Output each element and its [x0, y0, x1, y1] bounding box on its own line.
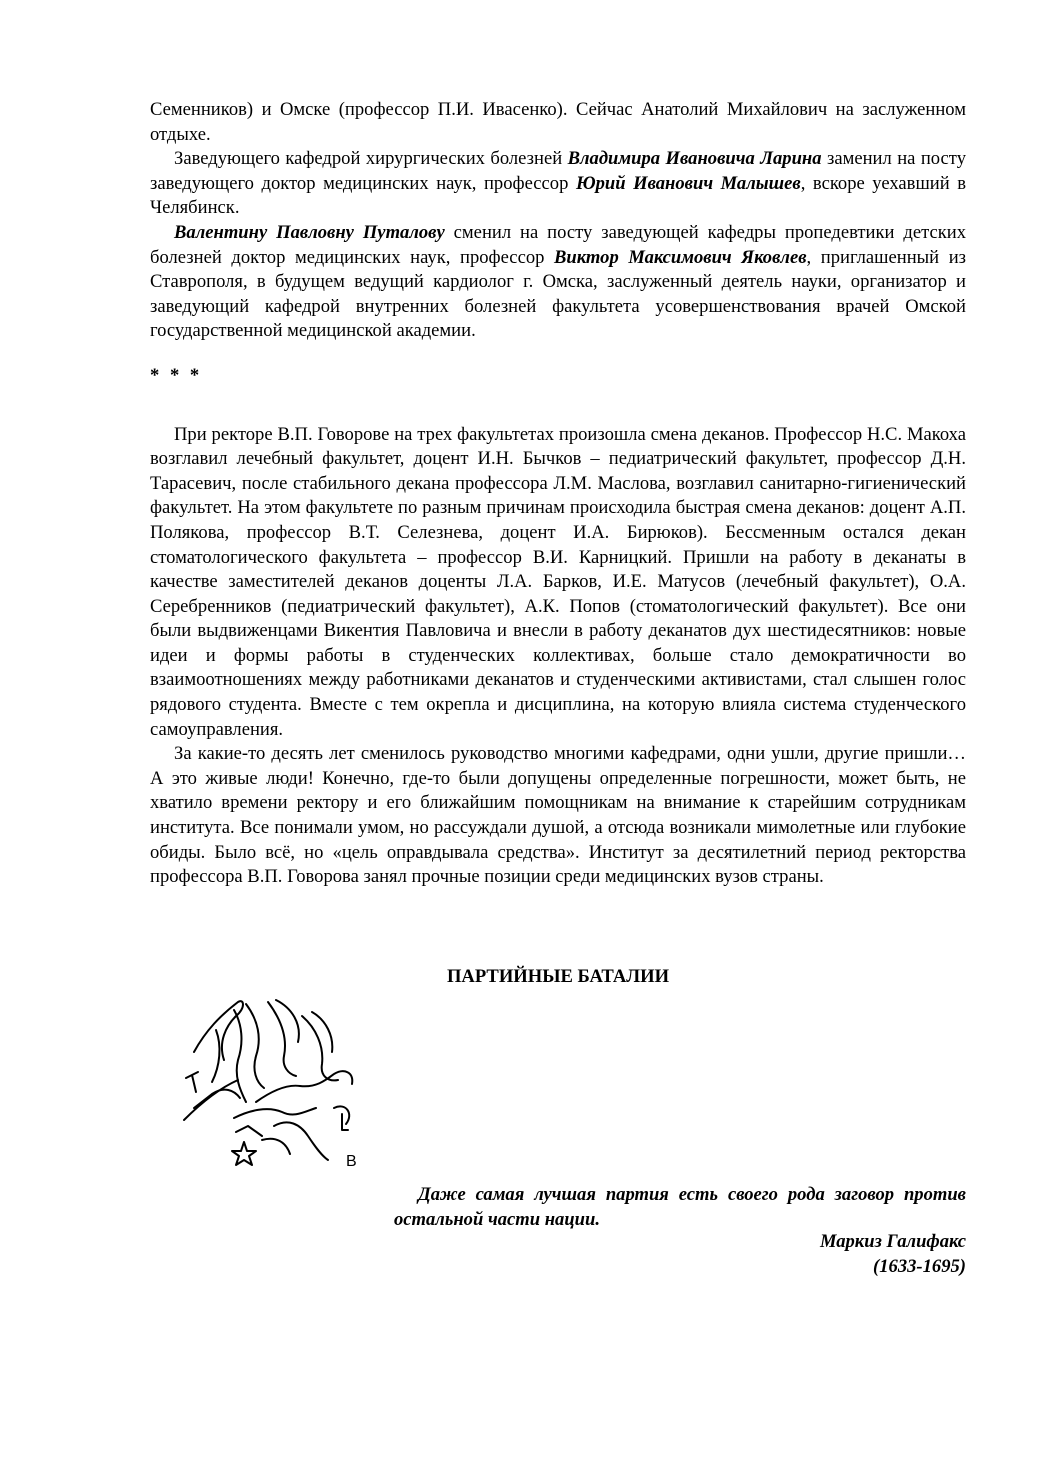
- person-name-larin: Владимира Ивановича Ларина: [567, 148, 822, 170]
- paragraph-2-text-1: Заведующего кафедрой хирургических болезней: [174, 148, 568, 170]
- epigraph-years: (1633-1695): [873, 1255, 966, 1277]
- paragraph-5: За какие-то десять лет сменилось руководство многими кафедрами, одни ушли, другие пришли… А это живые люди! Конечно, где-то были допущены определенные погрешности, может быть, не хватило времени ректору и его ближайшим помощникам на внимание к старейшим сотрудникам института. Все понимали умом, но рассуждали душой, а отсюда возникали мимолетные или глубокие обиды. Было всё, но «цель оправдывала средства». Институт за десятилетний период ректорства профессора В.П. Говорова занял прочные позиции среди медицинских вузов страны.: [150, 743, 966, 888]
- paragraph-3-text-2: , приглашенный из Ставрополя, в будущем ведущий кардиолог г. Омска, заслуженный деятель науки, организатор и заведующий кафедрой внутренних болезней факультета усовершенствования врачей Омской государственной медицинской академии.: [150, 246, 966, 342]
- epigraph-author: Маркиз Галифакс: [819, 1231, 966, 1252]
- section-heading: ПАРТИЙНЫЕ БАТАЛИИ: [446, 966, 670, 987]
- paragraph-2: [150, 147, 966, 221]
- paragraph-2-text-2: заменил на посту заведующего доктор медицинских наук, профессор: [150, 148, 966, 194]
- person-name-putalova: Валентину Павловну Путалову: [174, 221, 445, 243]
- party-illustration: [176, 990, 366, 1176]
- document-body: [150, 98, 966, 890]
- drawing-signature: В: [346, 1153, 357, 1170]
- section-separator: * * *: [150, 364, 203, 386]
- person-name-yakovlev: Виктор Максимович Яковлев: [554, 246, 807, 268]
- paragraph-1: Семенников) и Омске (профессор П.И. Ивасенко). Сейчас Анатолий Михайлович на заслуженном отдыхе.: [150, 99, 966, 145]
- paragraph-3-text-1: сменил на посту заведующей кафедры пропедевтики детских болезней доктор медицинских наук, профессор: [150, 221, 966, 268]
- paragraph-3: [150, 221, 966, 344]
- paragraph-4: При ректоре В.П. Говорове на трех факультетах произошла смена деканов. Профессор Н.С. Макоха возглавил лечебный факультет, доцент И.Н. Бычков – педиатрический факультет, профессор Д.Н. Тарасевич, после стабильного декана профессора Л.М. Маслова, возглавил санитарно-гигиенический факультет. На этом факультете по разным причинам происходила быстрая смена деканов: доцент А.П. Полякова, профессор В.Т. Селезнева, доцент И.А. Бирюков). Бессменным остался декан стоматологического факультета – профессор В.И. Карницкий. Пришли на работу в деканаты в качестве заместителей деканов доценты Л.А. Барков, И.Е. Матусов (лечебный факультет), О.А. Серебренников (педиатрический факультет), А.К. Попов (стоматологический факультет). Все они были выдвиженцами Викентия Павловича и внесли в работу деканатов дух шестидесятников: новые идеи и формы работы в студенческих коллективах, больше стало демократичности во взаимоотношениях между работниками деканатов и студенческими активистами, стал слышен голос рядового студента. Вместе с тем окрепла и дисциплина, на которую влияла система студенческого самоуправления.: [150, 423, 966, 740]
- epigraph-attribution: [820, 1230, 966, 1279]
- person-name-malyshev: Юрий Иванович Малышев: [575, 172, 801, 194]
- paragraph-2-text-3: , вскоре уехавший в Челябинск.: [150, 172, 967, 219]
- epigraph-quote: Даже самая лучшая партия есть своего рода заговор против остальной части нации.: [394, 1184, 966, 1230]
